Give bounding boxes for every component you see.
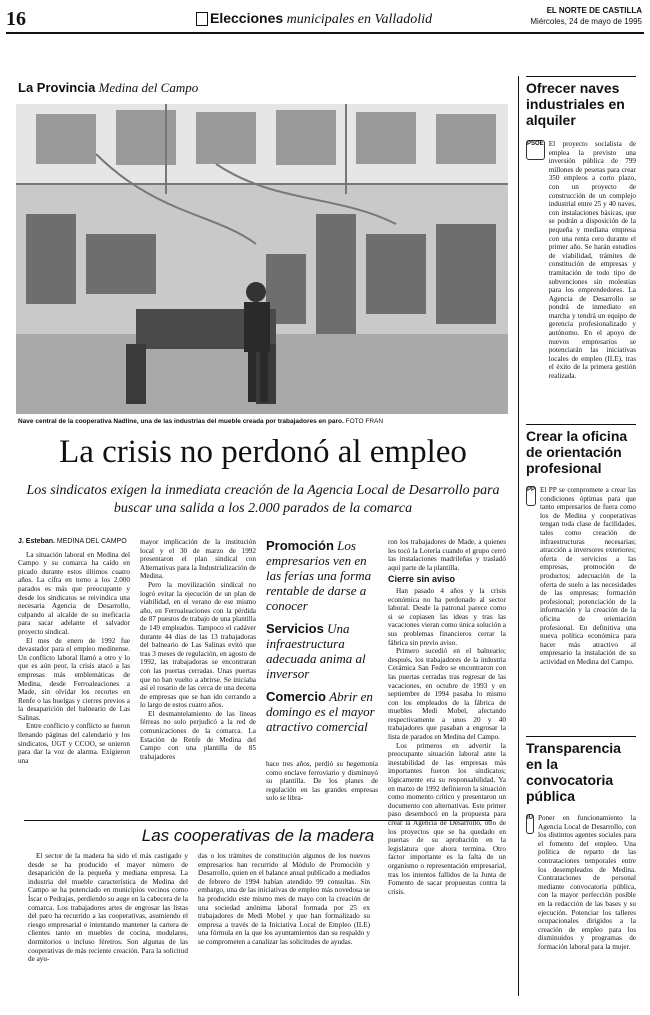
pull-quote-label: Promoción (266, 538, 334, 553)
sidebar-item-iu (526, 736, 636, 952)
box-rule (24, 820, 492, 821)
masthead: EL NORTE DE CASTILLA (546, 6, 642, 15)
sidebar-body (526, 486, 636, 666)
kicker-place: Medina del Campo (98, 80, 199, 95)
section-title-italic: municipales en Valladolid (286, 12, 433, 27)
party-logo: PSOE (526, 140, 545, 160)
headline: La crisis no perdonó al empleo (59, 434, 467, 470)
paragraph: Han pasado 4 años y la crisis económica no ha perdonado al sector laboral. Desde la patronal parece como si se copiasen las ideas y tras las vacaciones vieran como única solución a sus problemas financieros cerrar la fábrica sin previo aviso. (388, 586, 506, 647)
sidebar-rule (526, 424, 636, 425)
pull-quote-text: Los empresarios ven en las ferias una forma rentable de darse a conocer (266, 538, 372, 613)
sidebar-text: El proyecto socialista de emplea la previsto una inversión pública de 799 millones de pesetas para crear 350 empleos a corto plazo, con un proyecto de construcción de un complejo industrial entre 25 y 40 naves, con instalaciones básicas, que se podrán a disposición de la pequeña y mediana empresa con una renta cero durante el primer año. Se harán estudios de viabilidad, trámites de constitución de empresas y tramitación de todo tipo de subvenciones sin molestias para los emprendedores. La Agencia de Desarrollo se pondrá de inmediato en marcha y tendrá un equipo de gerencia profesionalizado y autónomo. En el apoyo de nuevos empresarios se potenciarán las iniciativas locales de empleo (ILE), tras el éxito de la primera gestión realizada. (548, 140, 636, 381)
kicker-section: La Provincia (18, 80, 96, 95)
paragraph: Pero la movilización sindical no logró evitar la ejecución de un plan de viabilidad, en el verano de ese mismo año, en Ferroaleaciones con la pérdida de 87 puestos de trabajo de una plantilla de 149 empleados. Tampoco el cadáver durante 44 días de las 13 trabajadoras del balneario de Las Salinas evitó que tras 3 meses de regulación, en agosto de 1992, las trabajadoras se encontraran con las puertas cerradas. Unas puertas que no han vuelto a abrirse. Se iniciaba así el rosario de las cerca de una decena de empresas que se han ido cerrando a lo largo de estos cuatro años. (140, 580, 256, 710)
paragraph: ron los trabajadores de Made, a quienes les tocó la Lotería cuando el grupo cerró las instalaciones madrileñas y trasladó aquí parte de la plantilla. (388, 538, 506, 572)
box-col-1 (28, 852, 188, 964)
page-number: 16 (6, 8, 26, 30)
sidebar-title: Ofrecer naves industriales en alquiler (526, 80, 625, 128)
sidebar-item-pp (526, 424, 636, 666)
deck: Los sindicatos exigen la inmediata creación de la Agencia Local de Desarrollo para buscar una salida a los 2.000 parados de la comarca (26, 483, 500, 516)
paragraph: mayor implicación de la institución local y el 30 de marzo de 1992 presentaron el plan sindical con Alternativas para la Industrialización de Medina. (140, 538, 256, 581)
paragraph: Primero sucedió en el balneario; después, los trabajadores de la industria Cerámica San Fedro se encontraron con las puertas cerradas tras regresar de las vacaciones, en octubre de 1993 y en septiembre de 1994 pasaba lo mismo con los empleados de la fábrica de muebles Medi Mobel, afectando respectivamente a unos 20 y 40 trabajadores que pasaban a engrosar la lista de parados en Medina del Campo. (388, 647, 506, 742)
pull-quotes (266, 538, 378, 734)
section-title-bold: Elecciones (210, 10, 284, 26)
byline-place: MEDINA DEL CAMPO (56, 538, 127, 545)
factory-photo-illustration (16, 104, 508, 414)
photo-caption-text: Nave central de la cooperativa Nadline, una de las industrias del mueble creada por trabajadores en paro. (18, 418, 344, 425)
byline-name: J. Esteban. (18, 538, 55, 545)
sidebar-item-psoe (526, 76, 636, 381)
byline (18, 538, 130, 547)
article-col-1 (18, 538, 130, 765)
article-col-2 (140, 538, 256, 761)
pull-quote-label: Servicios (266, 621, 324, 636)
sidebar-divider (518, 76, 519, 996)
pull-quote-text: Abrir en domingo es el mayor atractivo comercial (266, 689, 375, 734)
paragraph: El mes de enero de 1992 fue devastador para el empleo medinense. Un conflicto laboral llamó a otro y lo que es aún peor, la crisis atacó a las empresas más emblemáticas de Medina, desde Ferroaleaciones a Made, sin olvidar los recortes en Renfe o las huelgas y cierres previos a la desaparición del balneario de Las Salinas. (18, 636, 130, 722)
photo-caption (18, 418, 508, 425)
header-rule (6, 32, 644, 34)
sidebar-text: El PP se compromete a crear las condiciones óptimas para que tanto empresarios de fuera como los de Medina y cooperativas tengan toda clase de facilidades, tales como creación de infraestructuras necesarias; atracción a inversores exteriores; oferta de servicios a las empresas, promoción de productos; adecuación de la oferta de suelo a las necesidades de las empresas; formación profesional; potenciación de la información y la creación de la oficina de orientación profesional. En definitiva una nueva política económica para hacer más atractivo al empresario la instalación de su actividad en Medina del Campo. (540, 486, 636, 666)
sidebar-title: Transparencia en la convocatoria pública (526, 740, 621, 804)
sidebar-rule (526, 736, 636, 737)
paragraph: das o los trámites de constitución algunos de los nuevos empresarios han recurrido al Módulo de Promoción y Desarrollo, quien en el balance anual publicado a mediados de febrero de 1994 habían atendido 99 consultas. Sin embargo, una de las iniciativas de empleo más novedosa se ha producido este mismo mes de mayo con la creación de una sociedad anónima laboral formada por 25 ex trabajadores de Medi Mobel y que han formalizado su empresa a través de la Iniciativa Local de Empleo (ILE) una fórmula en la que los ayuntamientos dan su respaldo y se comprometen a canalizar las solicitudes de ayudas. (198, 852, 370, 946)
issue-date: Miércoles, 24 de mayo de 1995 (530, 17, 642, 26)
box-title: Las cooperativas de la madera (141, 826, 375, 845)
sidebar-body (526, 814, 636, 952)
pull-quote (266, 689, 378, 734)
subhead: Cierre sin aviso (388, 574, 456, 585)
pull-quote (266, 621, 378, 681)
pull-quote-label: Comercio (266, 689, 326, 704)
paragraph: El sector de la madera ha sido el más castigado y desde se ha producido el mayor número de desaparición de la pequeña y mediana empresa. La industria del mueble característica de Medina del Campo se ha potenciado en municipios vecinos como Íscar o Pedrajas, perdiendo su auge en la cabecera de la comarca. Los trabajadores artes de engrosar las listas del paro ha recurrido a las cooperativas, asumiendo el riesgo empresarial e intentando mantener la cartera de clientes tanto en muebles de cocina, modulares, dormitorios o incluso féretros. Son algunas de las cooperativas de más reciente creación. Para la solicitud de ayu- (28, 852, 188, 964)
paragraph: La situación laboral en Medina del Campo y su comarca ha caído en picado durante estos últimos cuatro años. La cifra en torno a los 2.000 parados es más que preocupante y desde los sindicatos se reivindica una necesaria Agencia de Desarrollo, culpando al alcalde de su ineficacia para sacar adelante el salvador proyecto sindical. (18, 550, 130, 636)
pull-quote (266, 538, 378, 613)
sidebar-body (526, 140, 636, 381)
sidebar-rule (526, 76, 636, 77)
sidebar-title: Crear la oficina de orientación profesional (526, 428, 628, 476)
box-col-2 (198, 852, 370, 947)
section-header (210, 10, 432, 28)
paragraph: Entre conflicto y conflicto se fueron llenando páginas del calendario y los sindicatos, UGT y CCOO, se unieron para dar la voz de alarma. Exigieron una (18, 722, 130, 765)
party-logo: PP (526, 486, 536, 506)
paragraph: hace tres años, perdió su hegemonía como enclave ferroviario y disminuyó su plantilla. De los planes de regulación en las grandes empresas solo se libra- (266, 760, 378, 803)
party-logo: IU (526, 814, 534, 834)
sidebar-text: Poner en funcionamiento la Agencia Local de Desarrollo, con los distintos agentes sociales para el fomento del empleo. Una política de reparto de las contrataciones temporales entre los desempleados de Medina. Contrataciones de personal mediante convocatoria pública, con la mayor perfección posible en la redacción de las bases y su ejecución. Potenciar los talleres ocupacionales dirigidos a la creación de empleo para los disminuidos y programas de formación laboral para la mujer. (538, 814, 636, 951)
pull-quote-text: Una infraestructura adecuada anima al inversor (266, 621, 366, 681)
paragraph: El desmantelamiento de las líneas férreas no solo perjudicó a la red de comunicaciones de la comarca. La Estación de Renfe de Medina del Campo con una plantilla de 85 trabajadores (140, 709, 256, 761)
kicker (18, 80, 198, 96)
photo-credit: FOTO FRAN (345, 418, 384, 425)
ballot-box-icon (196, 12, 208, 26)
article-col-3 (266, 760, 378, 803)
paragraph: Los primeros en advertir la preocupante situación laboral ante la inestabilidad de las empresas más importantes fueron los sindicatos; lógicamente era su responsabilidad. Ya en marzo de 1992 definieron la situación como momento crítico y presentaron un documento con alternativas. Este primer paso desembocó en la propuesta para crear la Agencia de Desarrollo, otro de los proyectos que se ha quedado en puertas de su aprobación en la legislatura que ahora termina. Otro factor importante es la falta de un organismo o representación empresarial, tras los intentos fallidos de la Junta de Fomento de sacar propuestas contra la crisis. (388, 741, 506, 896)
factory-photo (16, 104, 508, 414)
